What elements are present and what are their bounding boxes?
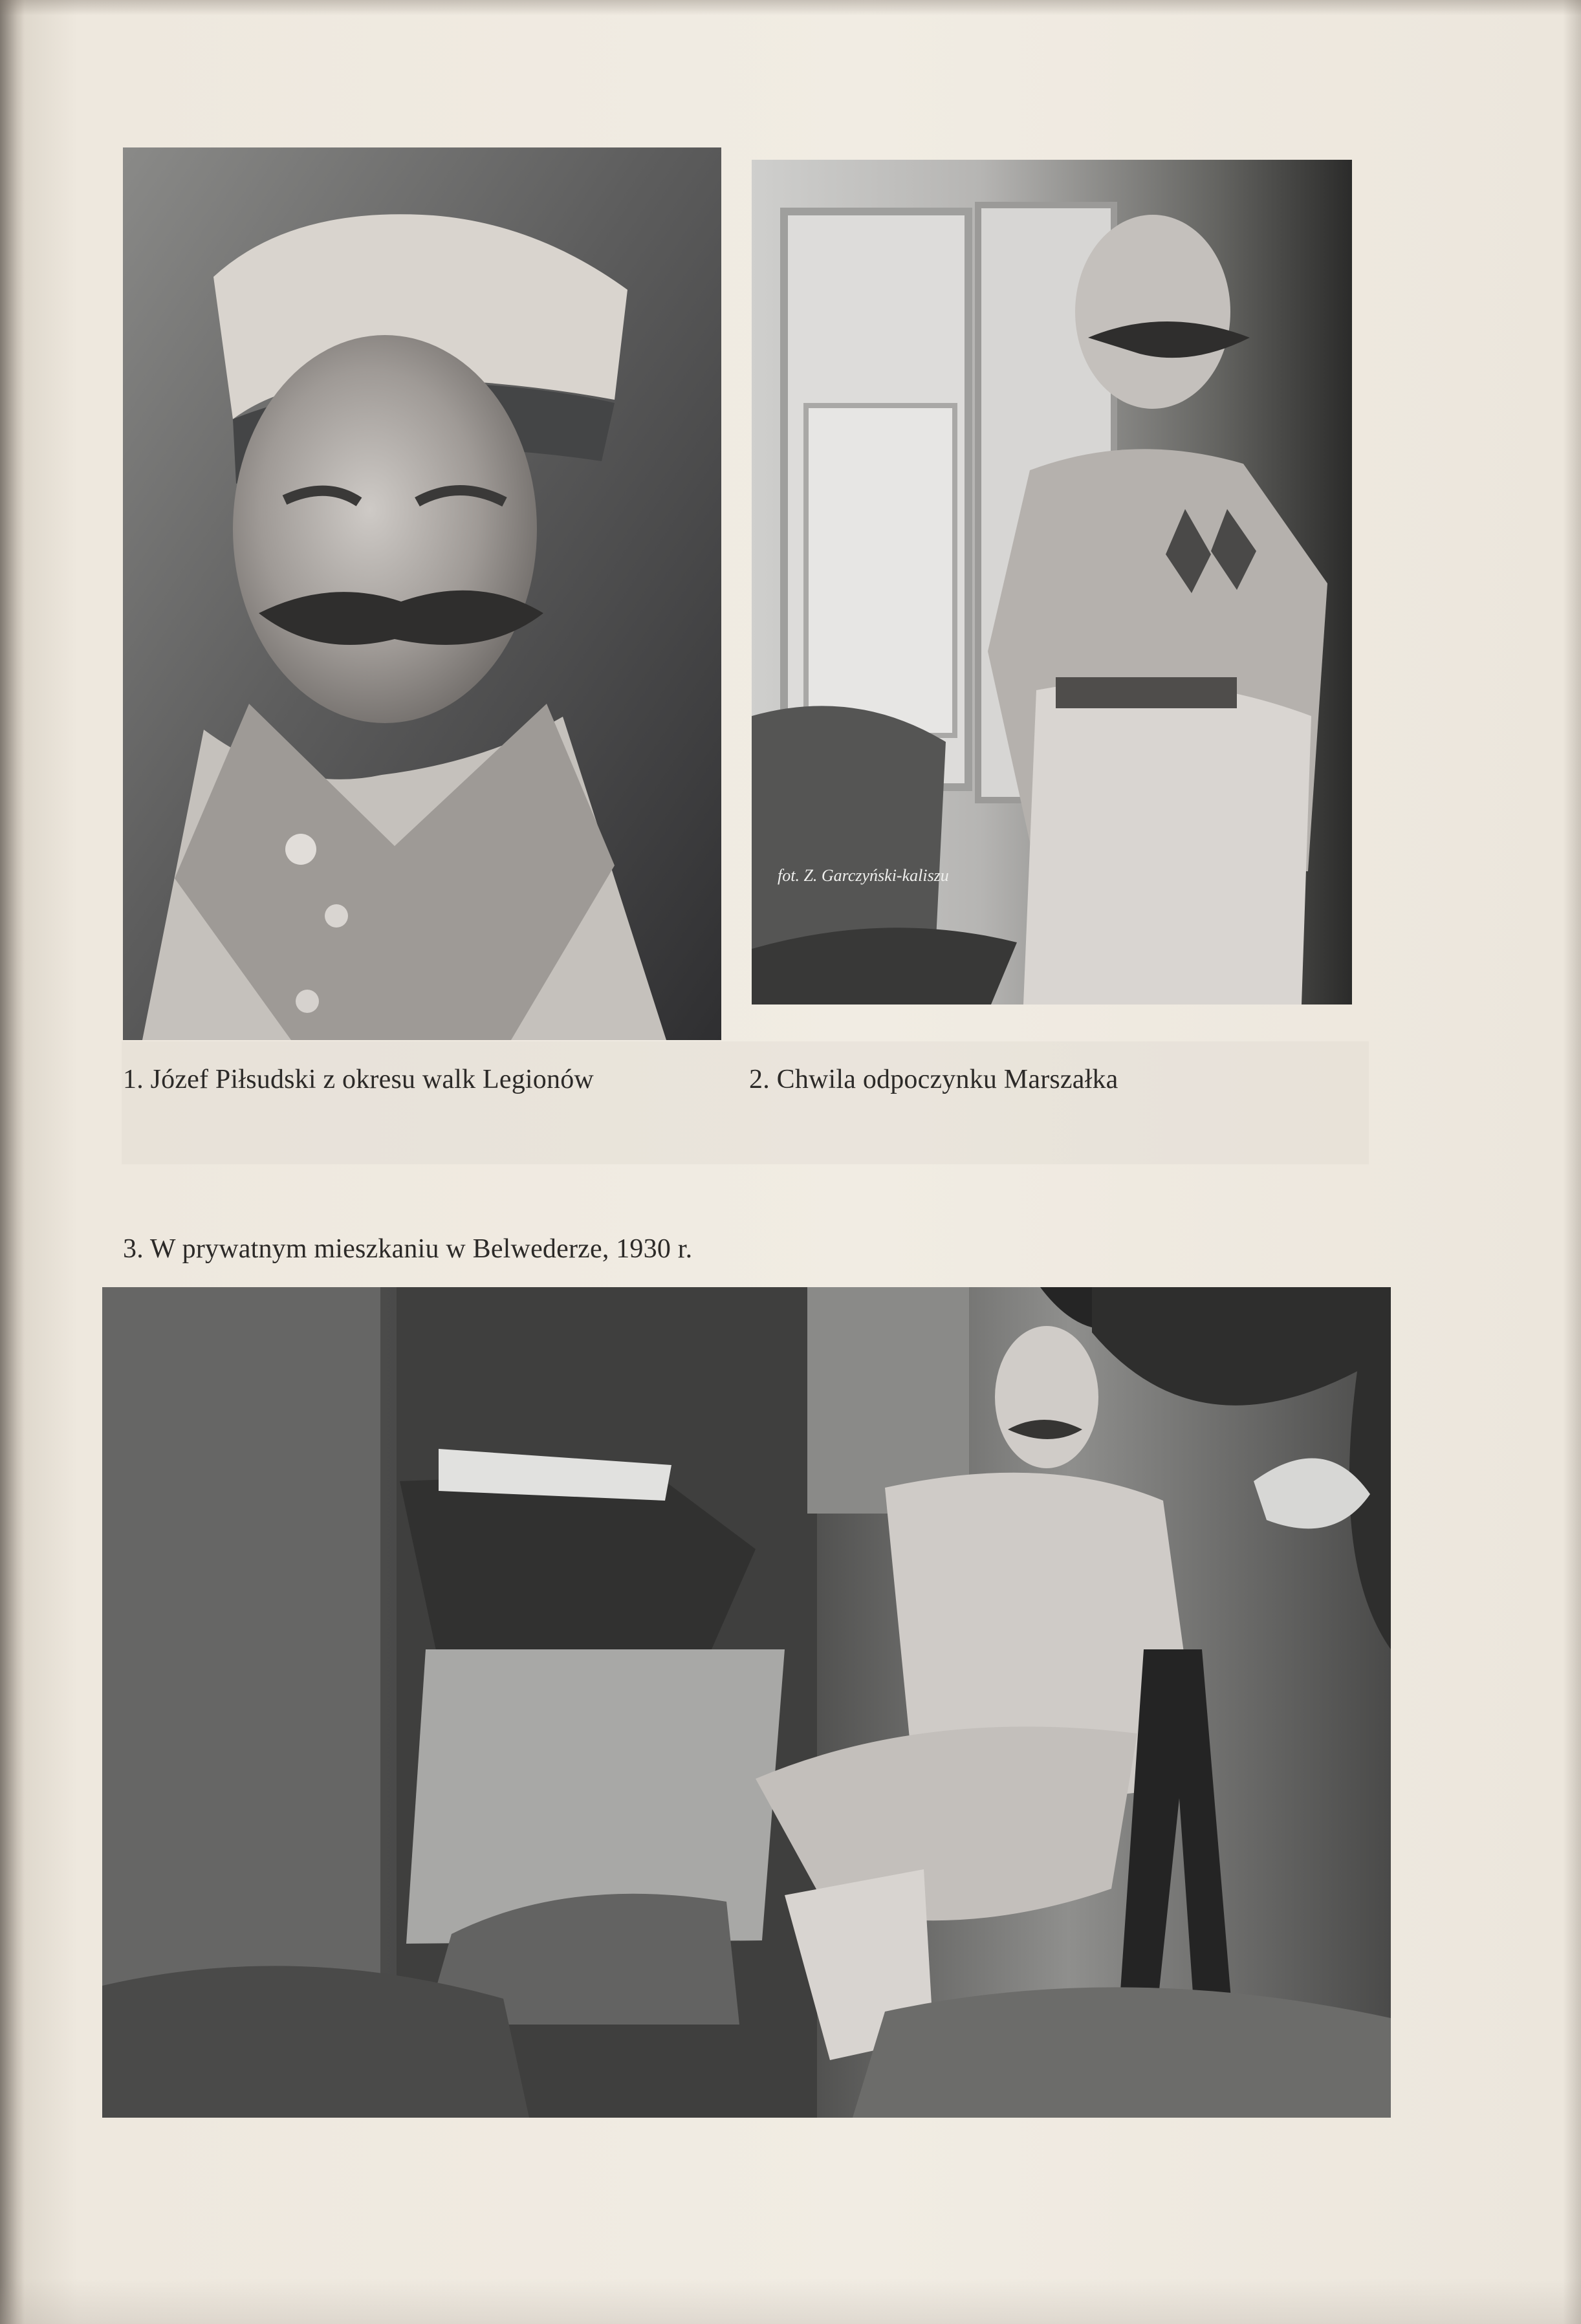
page-gutter-shadow <box>0 0 25 2324</box>
caption-photo-3: 3. W prywatnym mieszkaniu w Belwederze, 1930 r. <box>123 1234 693 1264</box>
photographer-signature: fot. Z. Garczyński-kaliszu <box>778 866 949 885</box>
caption-photo-2: 2. Chwila odpoczynku Marszałka <box>749 1065 1118 1094</box>
caption-photo-1: 1. Józef Piłsudski z okresu walk Legionów <box>123 1065 594 1094</box>
reading-room-photo <box>102 1287 1391 2118</box>
page-right-edge <box>1563 0 1581 2324</box>
page-top-shadow <box>0 0 1581 16</box>
seated-portrait-photo <box>752 160 1352 1005</box>
caption-area-tone <box>122 1041 1369 1164</box>
portrait-photo <box>123 147 721 1040</box>
page-bottom-shadow <box>0 2279 1581 2324</box>
